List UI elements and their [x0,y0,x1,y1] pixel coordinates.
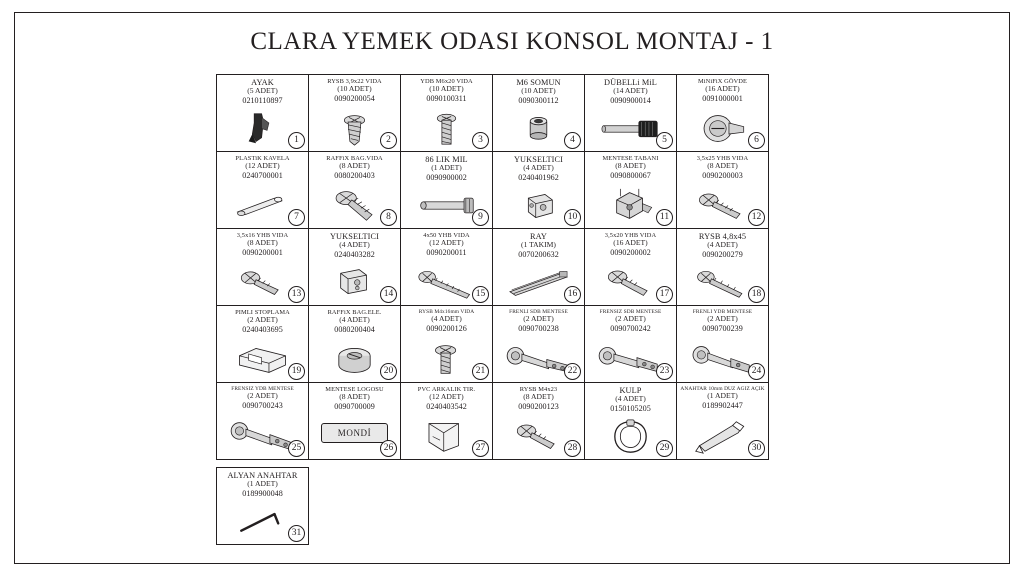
part-cell-14[interactable] [308,228,401,306]
part-code: 0090700239 [702,323,743,333]
part-cell-8[interactable] [308,151,401,229]
part-code: 0090200002 [610,247,651,257]
part-name: M6 SOMUN [516,78,561,87]
part-cell-27[interactable] [400,382,493,460]
part-name: MiNiFiX GÖVDE [697,78,748,85]
part-number: 22 [564,363,581,380]
part-code: 0150105205 [610,403,651,413]
parts-row [216,382,796,459]
part-cell-5[interactable] [584,74,677,152]
part-name: FRENSIZ YDB MENTESE [231,386,294,392]
part-qty: (4 ADET) [707,240,738,250]
part-cell-19[interactable] [216,305,309,383]
part-number: 19 [288,363,305,380]
part-code: 0090700009 [334,401,375,411]
part-name: MENTESE LOGOSU [325,386,384,393]
part-cell-3[interactable] [400,74,493,152]
part-name: YUKSELTICI [513,155,564,164]
part-cell-24[interactable] [676,305,769,383]
part-number: 21 [472,363,489,380]
part-name: 3,5x20 YHB VIDA [604,232,657,239]
part-qty: (2 ADET) [523,314,554,324]
part-qty: (10 ADET) [521,86,556,96]
part-qty: (2 ADET) [247,391,278,401]
part-code: 0090700238 [518,323,559,333]
part-qty: (12 ADET) [429,392,464,402]
part-number: 11 [656,209,673,226]
part-cell-15[interactable] [400,228,493,306]
part-code: 0090700242 [610,323,651,333]
part-name: RYSB 3,9x22 VIDA [327,78,382,85]
part-number: 26 [380,440,397,457]
part-number: 4 [564,132,581,149]
part-number: 30 [748,440,765,457]
part-number: 28 [564,440,581,457]
parts-row [216,74,796,151]
part-name: RAY [529,232,548,241]
part-code: 0090200279 [702,249,743,259]
part-cell-7[interactable] [216,151,309,229]
part-cell-21[interactable] [400,305,493,383]
part-number: 17 [656,286,673,303]
part-number: 31 [288,525,305,542]
part-code: 0090200123 [518,401,559,411]
part-cell-13[interactable] [216,228,309,306]
parts-row [216,228,796,305]
part-qty: (8 ADET) [615,161,646,171]
part-qty: (12 ADET) [245,161,280,171]
part-cell-20[interactable] [308,305,401,383]
part-cell-4[interactable] [492,74,585,152]
part-cell-25[interactable] [216,382,309,460]
part-code: 0189900048 [242,488,283,498]
part-name: 3,5x25 YHB VIDA [696,155,749,162]
part-name: AYAK [251,78,274,87]
part-qty: (5 ADET) [247,86,278,96]
part-code: 0080200403 [334,170,375,180]
part-name: 86 LIK MIL [425,155,468,164]
part-number: 18 [748,286,765,303]
part-number: 6 [748,132,765,149]
part-cell-31[interactable] [216,467,309,545]
part-name: RAFFiX BAG.VIDA [326,155,383,162]
part-name: RYSB M4x16mm VIDA [418,309,475,315]
part-qty: (10 ADET) [429,84,464,94]
part-qty: (2 ADET) [615,314,646,324]
part-code: 0090300112 [518,95,559,105]
parts-row [216,305,796,382]
part-name: PVC ARKALIK TIR. [417,386,476,393]
part-code: 0090200126 [426,323,467,333]
part-name: KULP [619,386,642,395]
part-qty: (8 ADET) [339,161,370,171]
page-title: CLARA YEMEK ODASI KONSOL MONTAJ - 1 [250,28,774,55]
part-number: 25 [288,440,305,457]
part-qty: (16 ADET) [705,84,740,94]
part-name: YUKSELTICI [329,232,380,241]
part-number: 1 [288,132,305,149]
part-cell-1[interactable] [216,74,309,152]
part-qty: (8 ADET) [523,392,554,402]
part-cell-23[interactable] [584,305,677,383]
part-name: PLASTiK KAVELA [235,155,290,162]
part-qty: (14 ADET) [613,86,648,96]
part-cell-22[interactable] [492,305,585,383]
part-code: 0090200003 [702,170,743,180]
parts-grid [216,74,796,544]
part-cell-11[interactable] [584,151,677,229]
part-cell-30[interactable] [676,382,769,460]
part-qty: (8 ADET) [707,161,738,171]
part-cell-16[interactable] [492,228,585,306]
part-qty: (1 ADET) [707,391,738,401]
part-number: 8 [380,209,397,226]
part-number: 10 [564,209,581,226]
part-code: 0090700243 [242,400,283,410]
part-name: FRENLI SDB MENTESE [509,309,568,315]
part-number: 23 [656,363,673,380]
part-qty: (10 ADET) [337,84,372,94]
part-number: 3 [472,132,489,149]
part-qty: (4 ADET) [339,315,370,325]
part-number: 14 [380,286,397,303]
part-name: RAFFiX BAG.ELE. [327,309,382,316]
parts-row [216,151,796,228]
part-qty: (1 TAKIM) [521,240,556,250]
part-number: 16 [564,286,581,303]
part-code: 0090900002 [426,172,467,182]
parts-row [216,467,796,544]
part-code: 0090200054 [334,93,375,103]
part-cell-2[interactable] [308,74,401,152]
part-number: 24 [748,363,765,380]
part-code: 0090800067 [610,170,651,180]
part-cell-12[interactable] [676,151,769,229]
part-qty: (1 ADET) [431,163,462,173]
part-qty: (2 ADET) [247,315,278,325]
part-name: MENTESE TABANI [602,155,659,162]
part-code: 0091000001 [702,93,743,103]
part-qty: (1 ADET) [247,479,278,489]
part-name: RYSB M4x23 [519,386,558,393]
part-number: 15 [472,286,489,303]
part-qty: (4 ADET) [339,240,370,250]
logo-plate-icon: MONDİ [321,423,388,443]
part-name: PIMLI STOPLAMA [235,309,290,316]
part-code: 0240401962 [518,172,559,182]
part-code: 0240403695 [242,324,283,334]
part-name: DÜBELLi MiL [604,78,657,87]
part-name: 3,5x16 YHB VIDA [236,232,289,239]
part-number: 5 [656,132,673,149]
part-name: ANAHTAR 10mm DUZ AGIZ AÇIK [680,386,765,392]
part-qty: (4 ADET) [615,394,646,404]
part-cell-18[interactable] [676,228,769,306]
part-cell-6[interactable] [676,74,769,152]
part-code: 0240403282 [334,249,375,259]
part-number: 27 [472,440,489,457]
part-number: 13 [288,286,305,303]
part-name: RYSB 4,8x45 [698,232,747,241]
part-qty: (8 ADET) [339,392,370,402]
part-qty: (4 ADET) [431,314,462,324]
part-name: ALYAN ANAHTAR [227,471,298,480]
part-qty: (2 ADET) [707,314,738,324]
part-name: FRENSIZ SDB MENTESE [599,309,662,315]
part-name: 4x50 YHB VIDA [423,232,470,239]
part-code: 0070200632 [518,249,559,259]
part-code: 0090900014 [610,95,651,105]
part-qty: (4 ADET) [523,163,554,173]
part-number: 2 [380,132,397,149]
part-code: 0080200404 [334,324,375,334]
part-number: 7 [288,209,305,226]
part-code: 0090200001 [242,247,283,257]
part-cell-9[interactable] [400,151,493,229]
part-qty: (16 ADET) [613,238,648,248]
part-code: 0189902447 [702,400,743,410]
part-cell-28[interactable] [492,382,585,460]
part-cell-10[interactable] [492,151,585,229]
part-cell-26[interactable] [308,382,401,460]
part-number: 29 [656,440,673,457]
part-name: YDB M6x20 VIDA [420,78,473,85]
part-number: 20 [380,363,397,380]
part-cell-17[interactable] [584,228,677,306]
part-number: 12 [748,209,765,226]
part-number: 9 [472,209,489,226]
part-code: 0210110897 [242,95,283,105]
part-qty: (8 ADET) [247,238,278,248]
part-code: 0240700001 [242,170,283,180]
part-qty: (12 ADET) [429,238,464,248]
part-code: 0090100311 [426,93,467,103]
part-code: 0240403542 [426,401,467,411]
part-name: FRENLI YDB MENTESE [692,309,753,315]
part-code: 0090200011 [426,247,467,257]
part-cell-29[interactable] [584,382,677,460]
